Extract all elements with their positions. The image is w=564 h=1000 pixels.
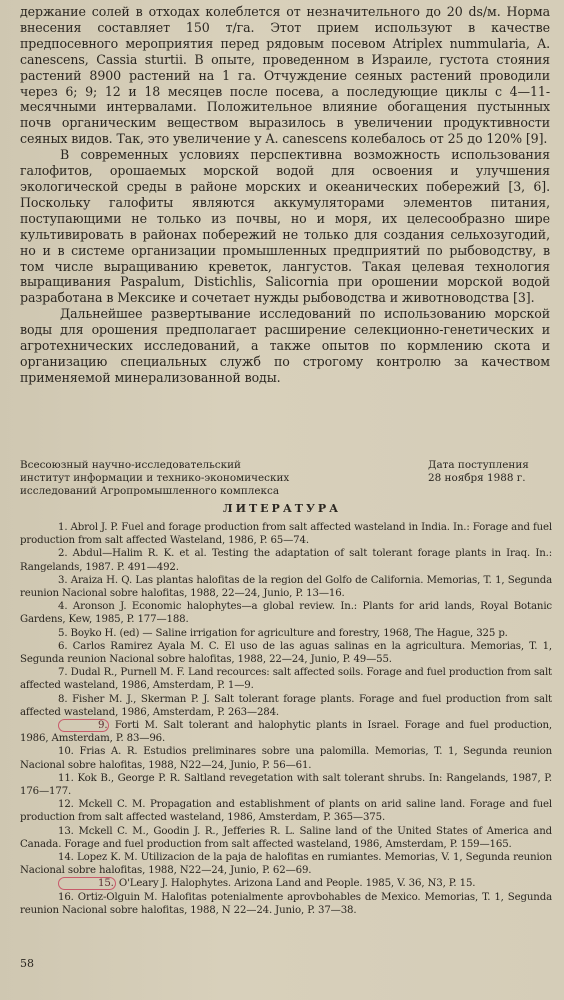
reference-number: 5. [58,627,68,639]
reference-text: Abdul—Halim R. K. et al. Testing the adaptation of salt tolerant forage plants in Iraq. In.: Rangelands, 1987. P. 491—492. [20,548,552,573]
reference-item [20,547,552,573]
reference-text: Frias A. R. Estudios preliminares sobre una palomilla. Memorias, T. 1, Segunda reunion Nacional sobre halofitas, 1988, N22—24, Junio, P. 56—61. [20,746,552,771]
reference-item [20,640,552,666]
reference-number: 3. [58,574,68,586]
reference-number: 1. [58,522,68,533]
reference-text: Abrol J. P. Fuel and forage production from salt affected wasteland in India. In.: Forage and fuel production from salt affected Wasteland, 1986, P. 65—74. [20,522,552,547]
reference-item [20,891,552,917]
reference-item [20,600,552,626]
reference-number: 9. [58,719,109,732]
reference-item [20,693,552,719]
reference-item [20,627,552,640]
reference-text: Ortiz-Olguin M. Halofitas potenialmente aprovbohables de Mexico. Memorias, T. 1, Segunda reunion Nacional sobre halofitas, 1988, N 22—24. Junio, P. 37—38. [20,891,552,916]
reference-number: 2. [58,548,68,560]
reference-text: Dudal R., Purnell M. F. Land recources: salt affected soils. Forage and fuel production from salt affected wasteland, 1986, Amsterdam, P. 1—9. [20,667,552,692]
body-text [20,4,550,386]
reference-item [20,798,552,824]
reference-number: 16. [58,891,74,903]
reference-number: 4. [58,601,68,613]
reference-item [20,745,552,771]
affiliation-line: исследований Агропромышленного комплекса [20,485,280,497]
reference-text: Fisher M. J., Skerman P. J. Salt tolerant forage plants. Forage and fuel production from salt affected wasteland, 1986, Amsterdam, P. 263—284. [20,693,552,718]
reference-item [20,772,552,798]
received-value: 28 ноября 1988 г. [428,472,526,484]
affiliation-line: институт информации и технико-экономических [20,472,290,484]
reference-text: Mckell C. M. Propagation and establishment of plants on arid saline land. Forage and fuel production from salt affected wasteland, 1986, Amsterdam, P. 365—375. [20,799,552,824]
reference-item [20,719,552,745]
reference-item [20,851,552,877]
reference-text: Boyko H. (ed) — Saline irrigation for agriculture and forestry, 1968, The Hague, 325 p. [67,627,508,639]
author-affiliation [20,459,320,498]
reference-number: 7. [58,667,68,679]
received-label: Дата поступления [428,459,529,471]
reference-item [20,877,552,890]
reference-number: 8. [58,693,68,705]
reference-text: Mckell C. M., Goodin J. R., Jefferies R. L. Saline land of the United States of America and Canada. Forage and fuel production from salt affected wasteland, 1986, Amsterdam, P. 159—165. [20,825,552,850]
reference-text: O'Leary J. Halophytes. Arizona Land and People. 1985, V. 36, N3, P. 15. [115,878,476,890]
paragraph-1: держание солей в отходах колеблется от незначительного до 20 ds/м. Норма внесения составляет 150 т/га. Этот прием используют в качестве предпосевного мероприятия перед рядовым посевом Atriplex nummularia, A. canescens, Cassia sturtii. В опыте, проведенном в Израиле, густота стояния растений 8900 растений на 1 га. Отчуждение сеяных растений проводили через 6; 9; 12 и 18 месяцев после посева, а последующие циклы с 4—11-месячными интервалами. Положительное влияние обогащения пустынных почв органическим веществом выразилось в увеличении продуктивности сеяных видов. Так, это увеличение у A. canescens колебалось от 25 до 120% [9]. [20,4,550,147]
reference-number: 6. [58,640,68,652]
page-number: 58 [20,957,34,970]
reference-list [20,521,552,917]
reference-item [20,666,552,692]
reference-item [20,574,552,600]
reference-number: 14. [58,852,74,864]
literature-heading: ЛИТЕРАТУРА [222,502,342,515]
affiliation-line: Всесоюзный научно-исследовательский [20,459,241,471]
reference-item [20,825,552,851]
reference-text: Carlos Ramirez Ayala M. C. El uso de las aguas salinas en la agricultura. Memorias, T. 1, Segunda reunion Nacional sobre halofitas, 1988, 22—24, Junio, P. 49—55. [20,640,552,666]
reference-number: 15. [58,877,116,890]
reference-text: Forti M. Salt tolerant and halophytic plants in Israel. Forage and fuel production, 1986, Amsterdam, P. 83—96. [20,720,552,745]
reference-text: Araiza H. Q. Las plantas halofitas de la region del Golfo de California. Memorias, T. 1, Segunda reunion Nacional sobre halofitas, 1988, 22—24, Junio, P. 13—16. [20,574,552,600]
received-date [428,459,529,485]
paragraph-3: Дальнейшее развертывание исследований по использованию морской воды для орошения предполагает расширение селекционно-генетических и агротехнических исследований, а также опытов по кормлению скота и организацию специальных служб по строгому контролю за качеством применяемой минерализованной воды. [20,306,550,385]
reference-text: Kok B., George P. R. Saltland revegetation with salt tolerant shrubs. In: Rangelands, 1987, P. 176—177. [20,772,552,798]
reference-number: 13. [58,825,74,837]
paragraph-2: В современных условиях перспективна возможность использования галофитов, орошаемых морской водой для освоения и улучшения экологической среды в районе морских и океанических побережий [3, 6]. Поскольку галофиты являются аккумуляторами элементов питания, поступающими не только из почвы, но и моря, их целесообразно шире культивировать в районах побережий не только для создания сельхозугодий, но и в системе организации промышленных предприятий по рыбоводству, в том числе выращиванию креветок, лангустов. Такая целевая технология выращивания Paspalum, Distichlis, Salicornia при орошении морской водой разработана в Мексике и сочетает нужды рыбоводства и животноводства [3]. [20,147,550,306]
reference-number: 12. [58,799,74,811]
reference-number: 11. [58,772,74,784]
reference-text: Lopez K. M. Utilizacion de la paja de halofitas en rumiantes. Memorias, V. 1, Segunda reunion Nacional sobre halofitas, 1988, N22—24, Junio, P. 62—69. [20,852,552,877]
reference-text: Aronson J. Economic halophytes—a global review. In.: Plants for arid lands, Royal Botanic Gardens, Kew, 1985, P. 177—188. [20,601,552,626]
reference-item [20,521,552,547]
reference-number: 10. [58,746,74,758]
